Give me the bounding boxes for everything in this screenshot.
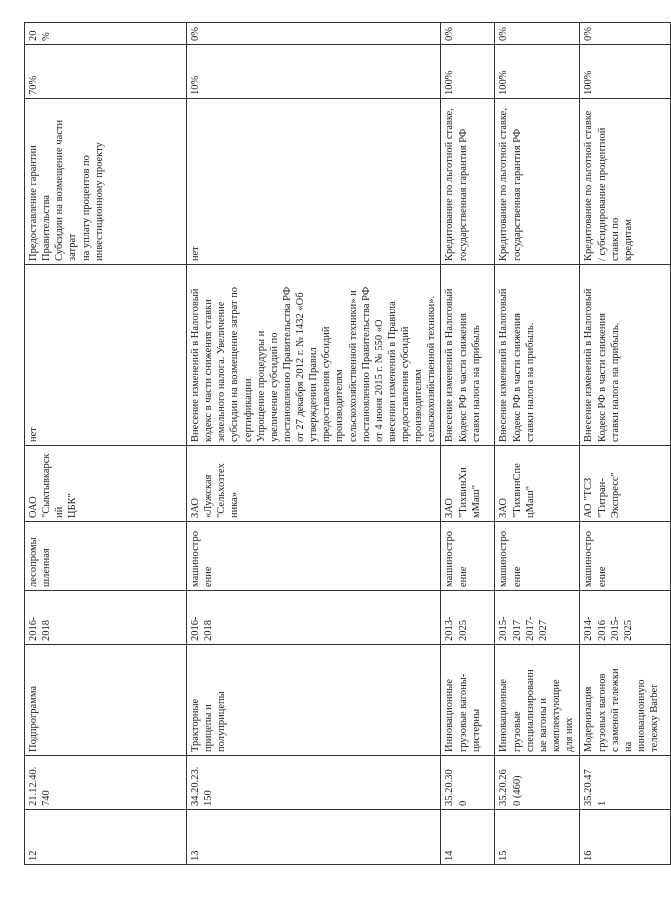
product-cell: Инновационные грузовые вагоны- цистерны [441, 645, 495, 756]
proposals-cell: нет [25, 265, 187, 446]
code-cell: 35.20.47 1 [580, 756, 671, 810]
product-cell: Инновационные грузовые специализированн ые вагоны и комплектующие для них [495, 645, 580, 756]
period-cell: 2013- 2025 [441, 591, 495, 645]
proposals-cell: Внесение изменений в Налоговый Кодекс РФ в части снижения ставки налога на прибыль. [495, 265, 580, 446]
share-cell-2: 0% [580, 23, 671, 45]
company-cell: ЗАО «Лужская "Сельхозтех ника» [187, 446, 441, 522]
row-number-cell: 15 [495, 810, 580, 865]
ministry-cell: машиностро ение [441, 522, 495, 591]
rotated-page [24, 23, 660, 865]
ministry-cell: машиностро ение [495, 522, 580, 591]
row-number-cell: 16 [580, 810, 671, 865]
support-cell: Предоставление гарантии Правительства Субсидии на возмещение части затрат на уплату процентов по инвестиционному проекту [25, 99, 187, 265]
proposals-cell: Внесение изменений в Налоговый Кодекс РФ в части снижения ставки налога на прибыль [441, 265, 495, 446]
share-cell-1: 100% [580, 45, 671, 99]
document-table [24, 22, 671, 865]
ministry-cell: лесопромы шленная [25, 522, 187, 591]
row-number-cell: 12 [25, 810, 187, 865]
share-cell-2: 0% [495, 23, 580, 45]
share-cell-2: 0% [187, 23, 441, 45]
period-cell: 2016- 2018 [25, 591, 187, 645]
code-cell: 34.20.23. 150 [187, 756, 441, 810]
period-cell: 2016- 2018 [187, 591, 441, 645]
company-cell: ЗАО "ТихвинСпе цМаш" [495, 446, 580, 522]
row-number-cell: 14 [441, 810, 495, 865]
support-cell: Кредитование по льготной ставке, государственная гарантия РФ [441, 99, 495, 265]
company-cell: ЗАО "ТихвинХи мМаш" [441, 446, 495, 522]
support-cell: нет [187, 99, 441, 265]
proposals-cell: Внесение изменений в Налоговый кодекс в части снижения ставки земельного налога. Увеличение субсидии на возмещение затрат по сертификации Упрощение процедуры и увеличение субсидий по постановлению Правительства РФ от 27 декабря 2012 г. № 1432 «Об утверждении Правил предоставления субсидий производителям сельскохозяйственной техники» и постановлению Правительства РФ от 4 июня 2015 г. № 550 «О внесении изменений в Правила предоставления субсидий производителям сельскохозяйственной техники». [187, 265, 441, 446]
ministry-cell: машиностро ение [187, 522, 441, 591]
table-row [187, 23, 441, 865]
period-cell: 2015- 2017 2017- 2027 [495, 591, 580, 645]
ministry-cell: машиностро ение [580, 522, 671, 591]
share-cell-1: 100% [441, 45, 495, 99]
company-cell: ОАО "Сыктывкарский ЦБК" [25, 446, 187, 522]
row-number-cell: 13 [187, 810, 441, 865]
share-cell-1: 100% [495, 45, 580, 99]
code-cell: 35.20.30 0 [441, 756, 495, 810]
company-cell: АО "ТСЗ "Титран- Экспресс" [580, 446, 671, 522]
code-cell: 35.20.26 0 (460) [495, 756, 580, 810]
share-cell-1: 10% [187, 45, 441, 99]
table-row [25, 23, 187, 865]
support-cell: Кредитование по льготной ставке / субсидирование процентной ставки по кредитам [580, 99, 671, 265]
product-cell: Модернизация грузовых вагонов с заменой тележки на инновационную тележку Barber [580, 645, 671, 756]
product-cell: Тракторные прицепы и полуприцепы [187, 645, 441, 756]
code-cell: 21.12.40. 740 [25, 756, 187, 810]
share-cell-2: 20% [25, 23, 187, 45]
table-row [580, 23, 671, 865]
share-cell-1: 70% [25, 45, 187, 99]
support-cell: Кредитование по льготной ставке, государственная гарантия РФ [495, 99, 580, 265]
proposals-cell: Внесение изменений в Налоговый Кодекс РФ в части снижения ставки налога на прибыль. [580, 265, 671, 446]
product-cell: Подпрограмма [25, 645, 187, 756]
table-row [441, 23, 495, 865]
share-cell-2: 0% [441, 23, 495, 45]
table-body [25, 23, 671, 865]
table-row [495, 23, 580, 865]
period-cell: 2014- 2016 2015- 2025 [580, 591, 671, 645]
